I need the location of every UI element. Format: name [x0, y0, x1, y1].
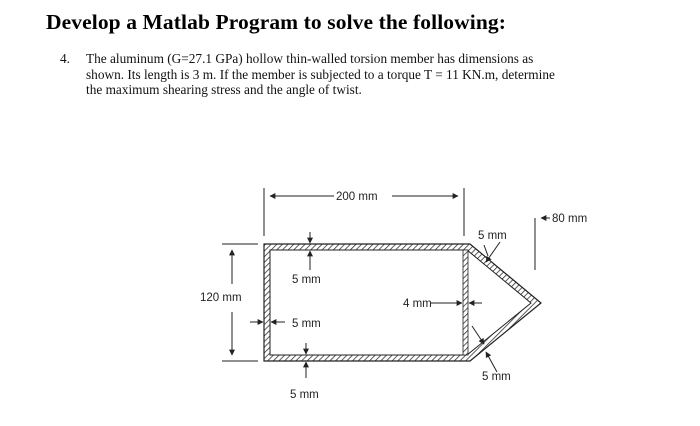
middle-wall-label: 4 mm [403, 298, 432, 310]
left-wall-label: 5 mm [292, 318, 321, 330]
lower-slant-label: 5 mm [482, 371, 511, 383]
problem-number: 4. [60, 51, 70, 66]
top-thickness-label: 5 mm [292, 274, 321, 286]
width-label: 200 mm [336, 191, 378, 203]
page-heading: Develop a Matlab Program to solve the following: [46, 10, 507, 34]
bottom-thickness-label: 5 mm [290, 389, 319, 401]
upper-slant-label: 5 mm [478, 230, 507, 242]
problem-line-1: The aluminum (G=27.1 GPa) hollow thin-walled torsion member has dimensions as [86, 51, 534, 66]
tip-dimension [535, 218, 550, 270]
height-label: 120 mm [200, 292, 242, 304]
tip-label: 80 mm [552, 213, 588, 225]
problem-line-2: shown. Its length is 3 m. If the member is subjected to a torque T = 11 KN.m, determine [86, 66, 555, 82]
problem-line-3: the maximum shearing stress and the angle of twist. [86, 82, 362, 97]
